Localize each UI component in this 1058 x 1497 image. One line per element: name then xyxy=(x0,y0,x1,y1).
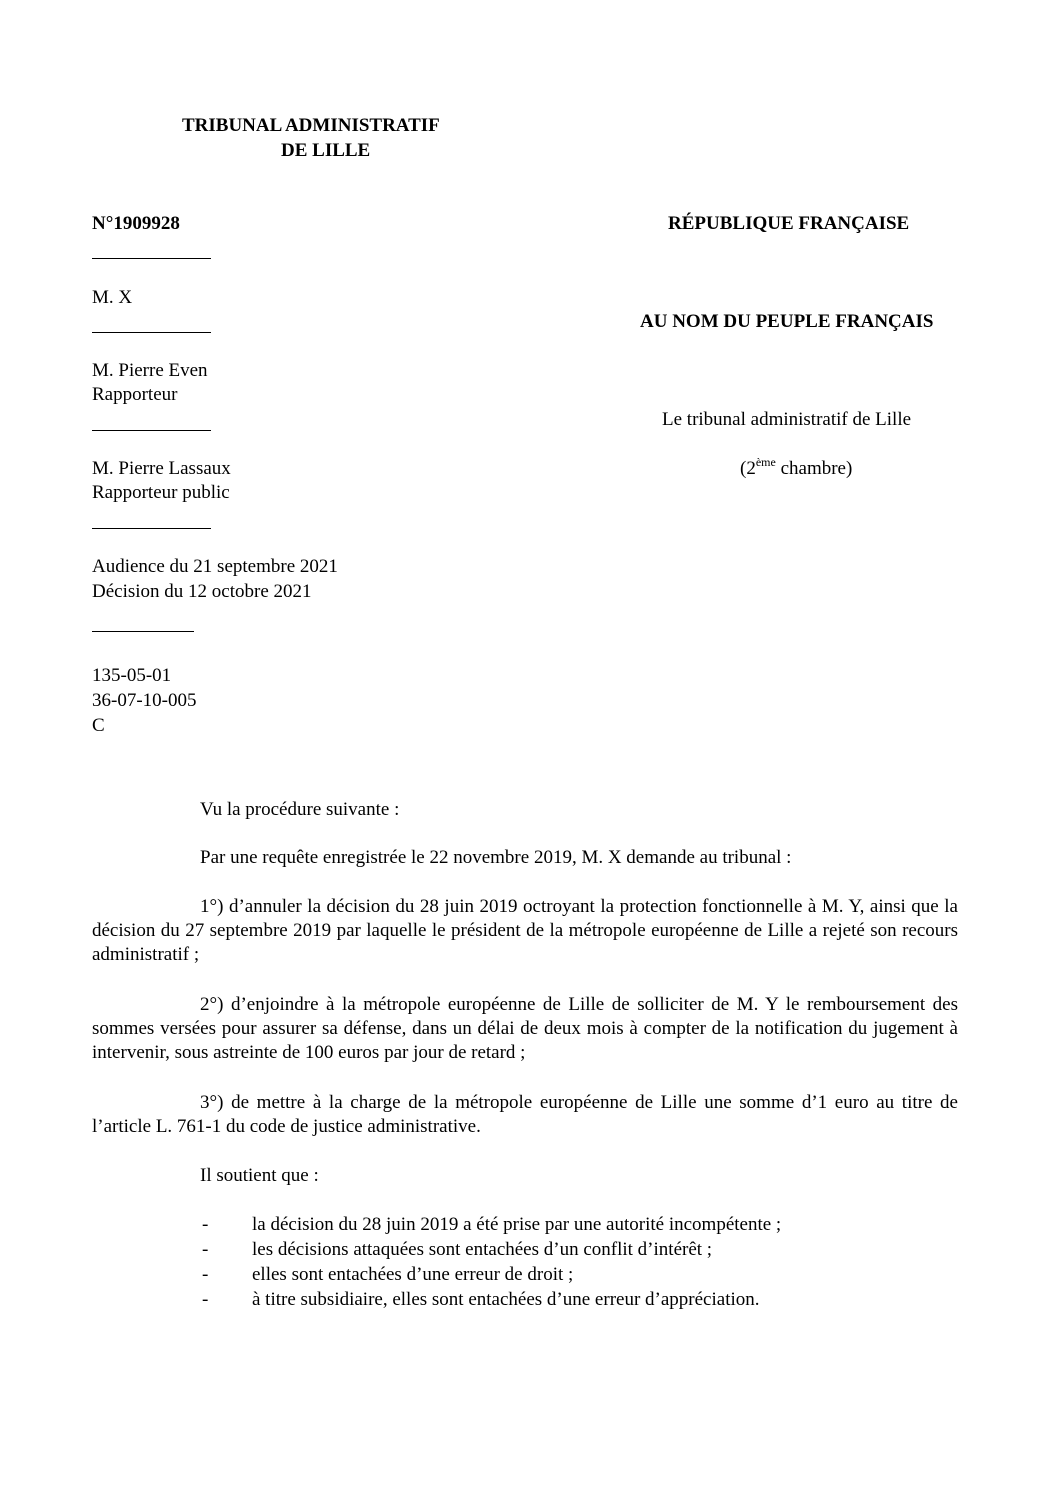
bullet-dash: - xyxy=(202,1239,209,1260)
rapporteur-public-name: M. Pierre Lassaux xyxy=(92,458,231,479)
applicant-name: M. X xyxy=(92,287,133,308)
decision-date: Décision du 12 octobre 2021 xyxy=(92,581,312,602)
separator-rule xyxy=(92,332,211,333)
court-name-line-1: TRIBUNAL ADMINISTRATIF xyxy=(182,115,440,136)
classification-code: 36-07-10-005 xyxy=(92,690,197,711)
rapporteur-name: M. Pierre Even xyxy=(92,360,208,381)
list-item: - les décisions attaquées sont entachées d’un conflit d’intérêt ; xyxy=(202,1239,713,1260)
bullet-dash: - xyxy=(202,1214,209,1235)
bullet-dash: - xyxy=(202,1289,209,1310)
conclusion-paragraph-2: 2°) d’enjoindre à la métropole européenne de Lille de solliciter de M. Y le remboursement des sommes versées pour assurer sa défense, dans un délai de deux mois à compter de la notification du jugement à intervenir, sous astreinte de 100 euros par jour de retard ; xyxy=(92,994,958,1063)
list-item: - à titre subsidiaire, elles sont entachées d’une erreur d’appréciation. xyxy=(202,1289,760,1310)
tribunal-line: Le tribunal administratif de Lille xyxy=(662,409,912,430)
case-number: N°1909928 xyxy=(92,213,180,234)
soutient-heading: Il soutient que : xyxy=(200,1165,319,1186)
list-item: - la décision du 28 juin 2019 a été prise par une autorité incompétente ; xyxy=(202,1214,782,1235)
court-name-line-2: DE LILLE xyxy=(281,140,371,161)
republic-heading: RÉPUBLIQUE FRANÇAISE xyxy=(668,213,910,234)
separator-rule xyxy=(92,258,211,259)
rapporteur-role: Rapporteur xyxy=(92,384,178,405)
chambre-label: (2ème chambre) xyxy=(740,454,853,479)
classification-code: 135-05-01 xyxy=(92,665,172,686)
bullet-dash: - xyxy=(202,1264,209,1285)
list-item: - elles sont entachées d’une erreur de droit ; xyxy=(202,1264,574,1285)
chambre-superscript: ème xyxy=(755,454,776,469)
separator-rule xyxy=(92,430,211,431)
classification-code: C xyxy=(92,715,105,736)
separator-rule xyxy=(92,631,194,632)
conclusion-paragraph-1: 1°) d’annuler la décision du 28 juin 2019 octroyant la protection fonctionnelle à M. Y, ainsi que la décision du 27 septembre 2019 par laquelle le président de la métropole européenne de Lille a rejeté son recours administratif ; xyxy=(92,896,958,965)
conclusion-paragraph-3: 3°) de mettre à la charge de la métropole européenne de Lille une somme d’1 euro au titre de l’article L. 761-1 du code de justice administrative. xyxy=(92,1092,958,1137)
rapporteur-public-role: Rapporteur public xyxy=(92,482,230,503)
procedure-heading: Vu la procédure suivante : xyxy=(200,799,400,820)
requete-paragraph: Par une requête enregistrée le 22 novembre 2019, M. X demande au tribunal : xyxy=(200,847,792,868)
audience-date: Audience du 21 septembre 2021 xyxy=(92,556,338,577)
peuple-heading: AU NOM DU PEUPLE FRANÇAIS xyxy=(640,311,934,332)
separator-rule xyxy=(92,528,211,529)
